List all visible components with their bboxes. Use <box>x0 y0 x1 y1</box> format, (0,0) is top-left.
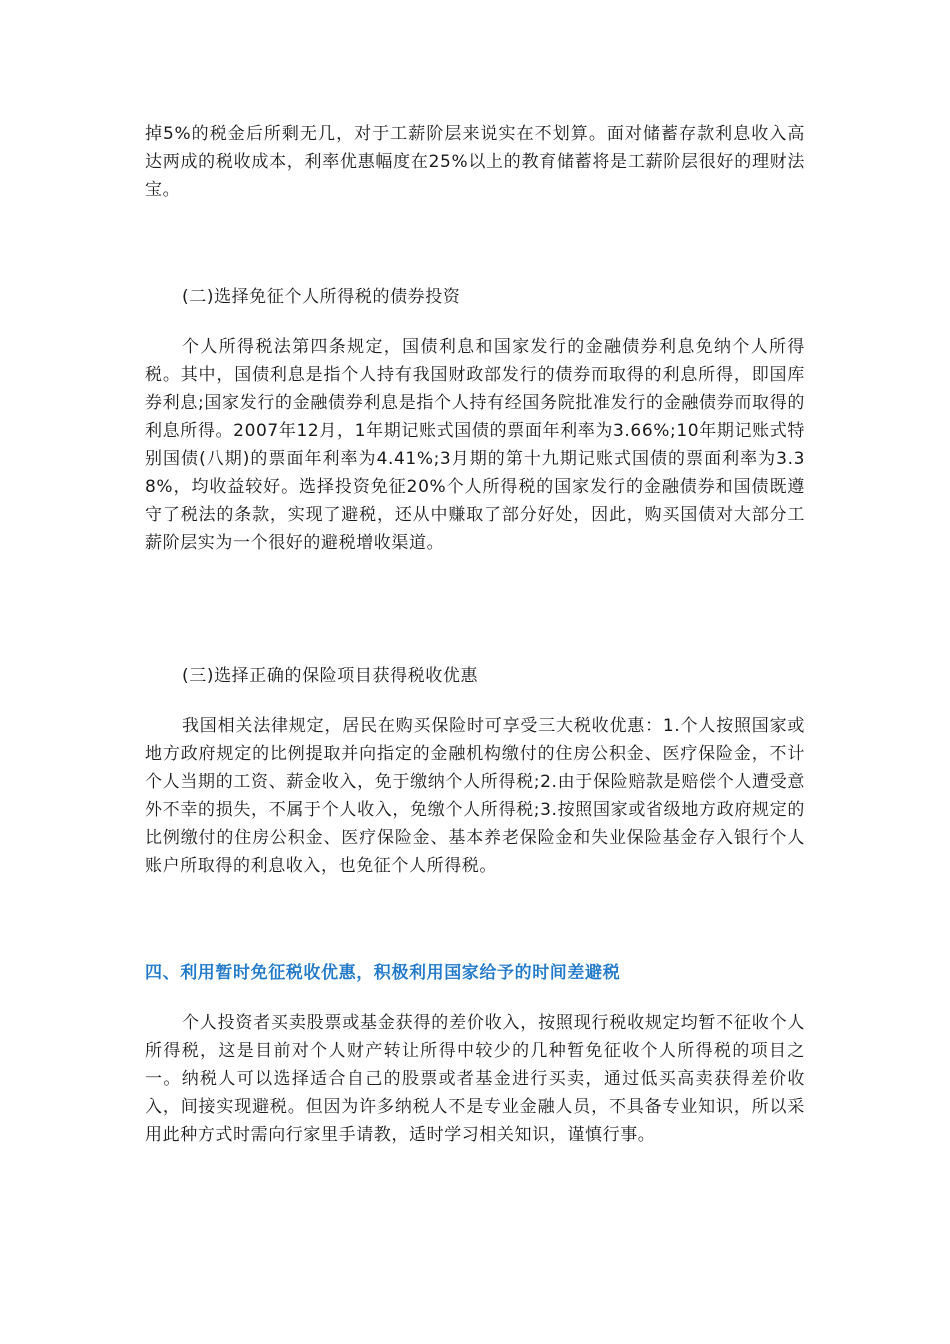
subsection-2-body: 个人所得税法第四条规定，国债利息和国家发行的金融债券利息免纳个人所得税。其中，国债利息是指个人持有我国财政部发行的债券而取得的利息所得，即国库券利息;国家发行的金融债券利息是指个人持有经国务院批准发行的金融债券而取得的利息所得。2007年12月，1年期记账式国债的票面年利率为3.66%;10年期记账式特别国债(八期)的票面年利率为4.41%;3月期的第十九期记账式国债的票面利率为3.38%，均收益较好。选择投资免征20%个人所得税的国家发行的金融债券和国债既遵守了税法的条款，实现了避税，还从中赚取了部分好处，因此，购买国债对大部分工薪阶层实为一个很好的避税增收渠道。 <box>145 337 805 553</box>
subsection-2-heading: (二)选择免征个人所得税的债券投资 <box>182 287 461 307</box>
intro-paragraph: 掉5%的税金后所剩无几，对于工薪阶层来说实在不划算。面对储蓄存款利息收入高达两成的税收成本，利率优惠幅度在25%以上的教育储蓄将是工薪阶层很好的理财法宝。 <box>145 124 805 200</box>
section-4-body: 个人投资者买卖股票或基金获得的差价收入，按照现行税收规定均暂不征收个人所得税，这是目前对个人财产转让所得中较少的几种暂免征收个人所得税的项目之一。纳税人可以选择适合自己的股票或者基金进行买卖，通过低买高卖获得差价收入，间接实现避税。但因为许多纳税人不是专业金融人员，不具备专业知识，所以采用此种方式时需向行家里手请教，适时学习相关知识，谨慎行事。 <box>145 1013 805 1145</box>
subsection-3-body: 我国相关法律规定，居民在购买保险时可享受三大税收优惠：1.个人按照国家或地方政府规定的比例提取并向指定的金融机构缴付的住房公积金、医疗保险金，不计个人当期的工资、薪金收入，免于缴纳个人所得税;2.由于保险赔款是赔偿个人遭受意外不幸的损失，不属于个人收入，免缴个人所得税;3.按照国家或省级地方政府规定的比例缴付的住房公积金、医疗保险金、基本养老保险金和失业保险基金存入银行个人账户所取得的利息收入，也免征个人所得税。 <box>145 716 805 876</box>
section-4-title: 四、利用暂时免征税收优惠，积极利用国家给予的时间差避税 <box>145 963 621 983</box>
subsection-3-heading: (三)选择正确的保险项目获得税收优惠 <box>182 666 479 686</box>
